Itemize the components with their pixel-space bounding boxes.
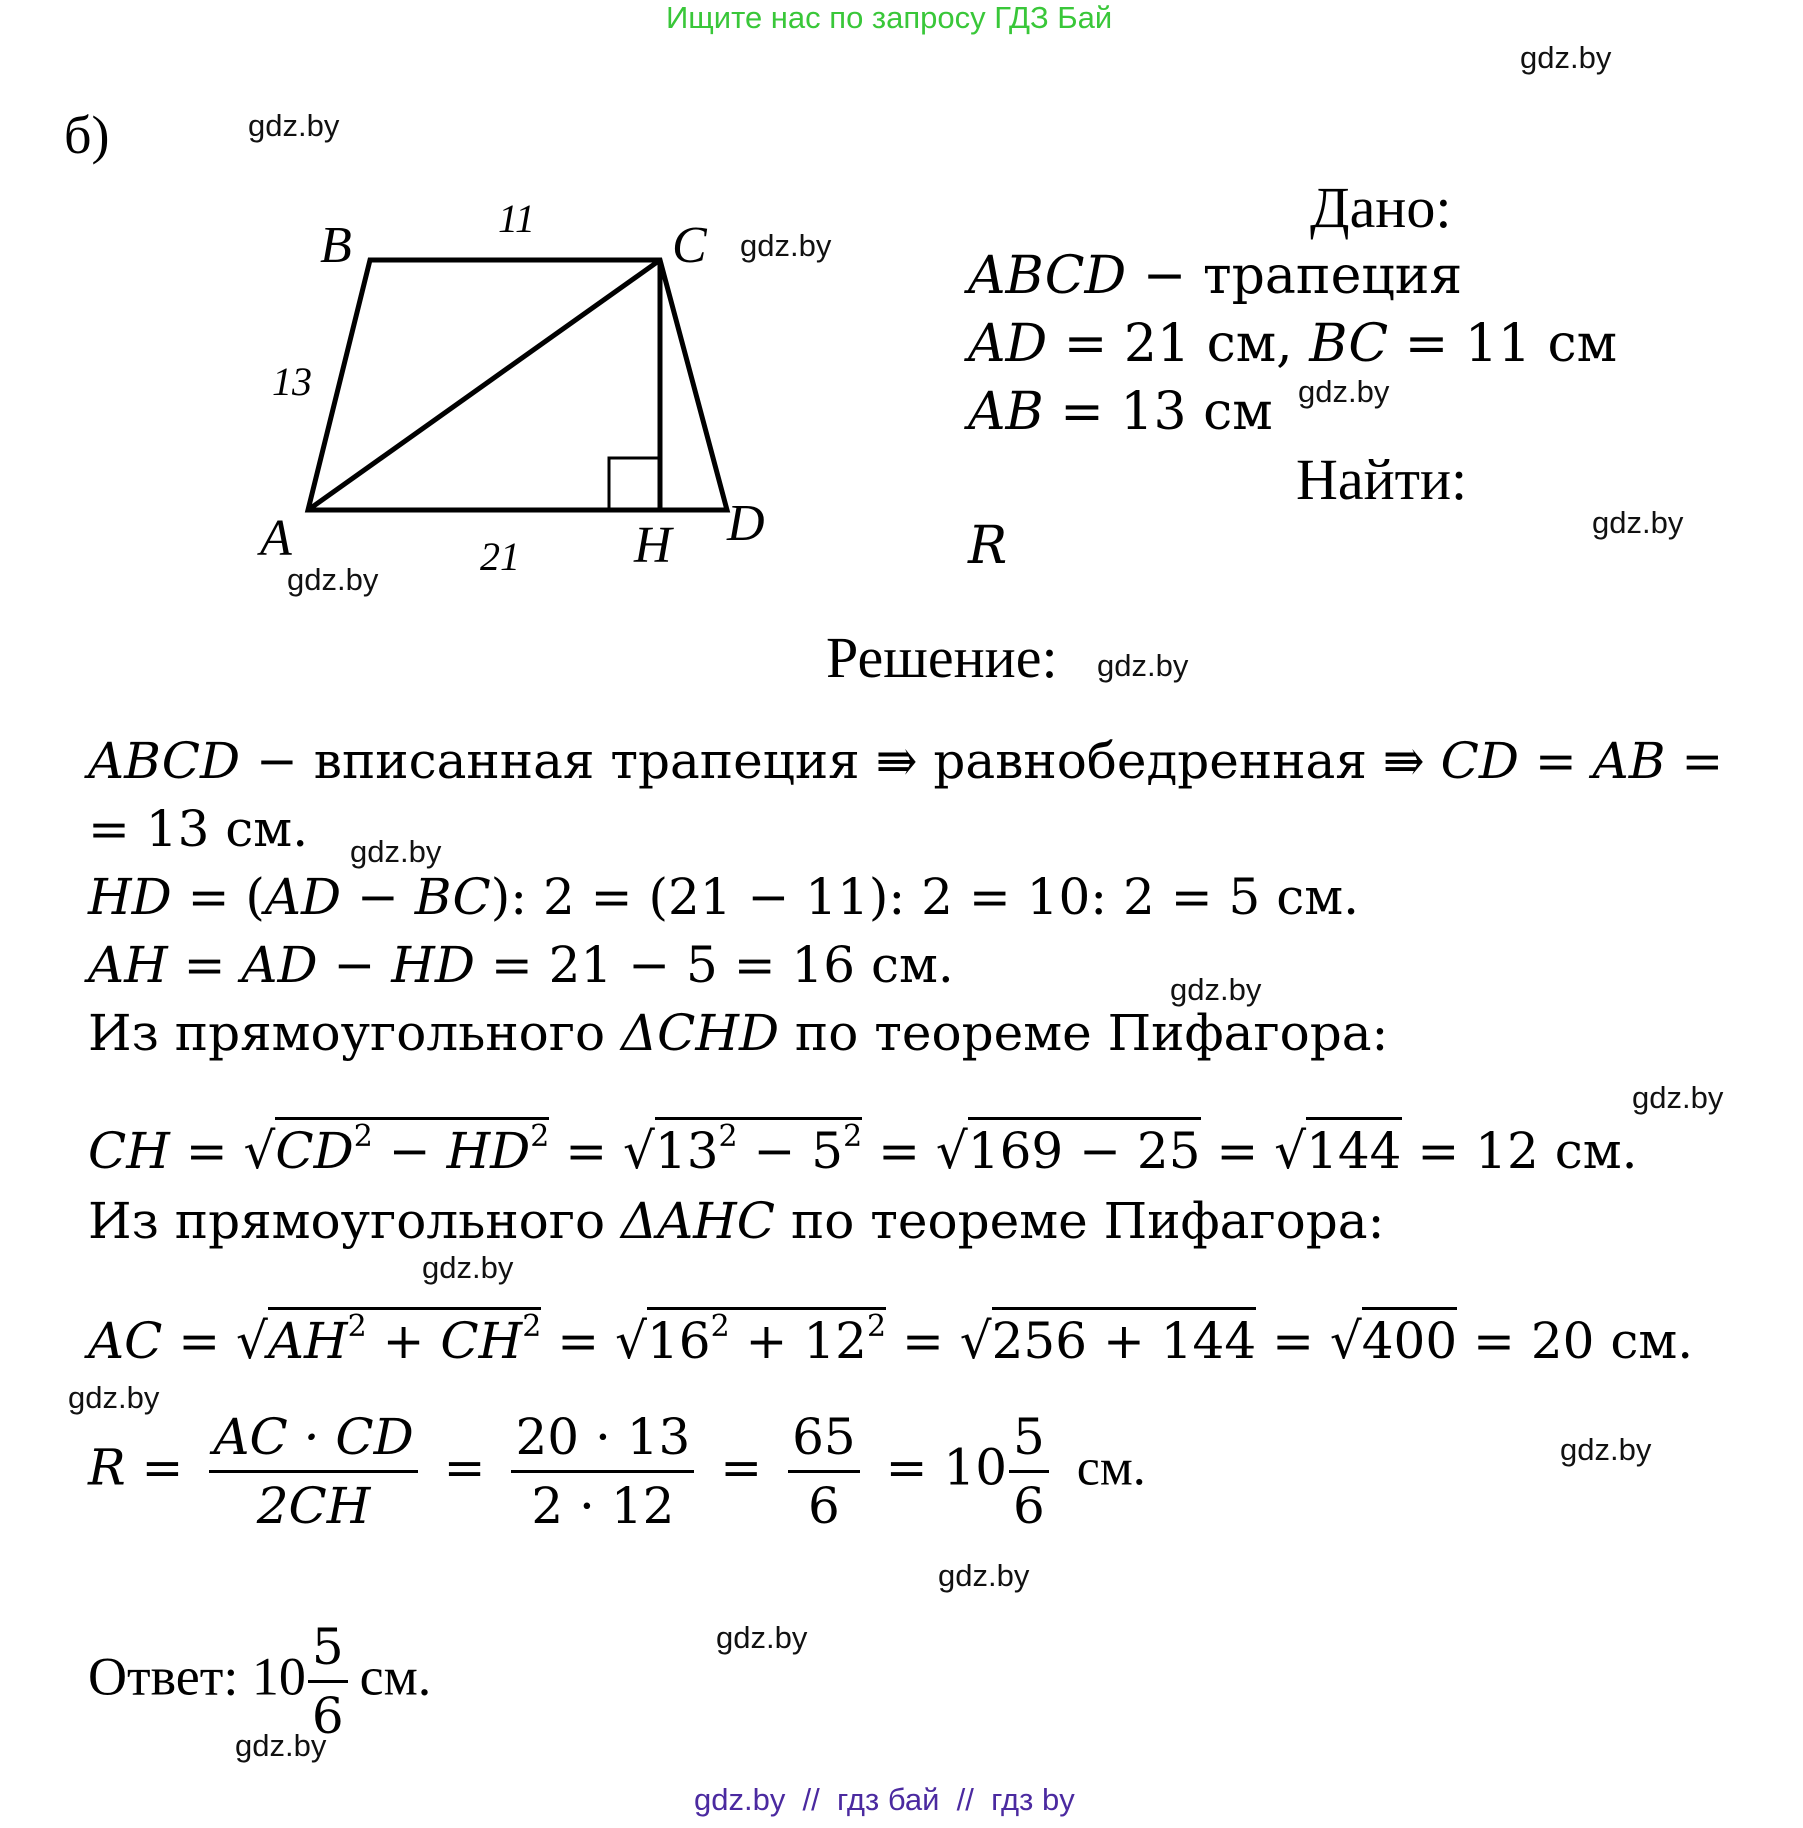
s5-radicand-1: $CD^2 - HD^2$ <box>275 1119 550 1180</box>
watermark: gdz.by <box>1520 40 1612 75</box>
fraction-3: $\frac{65}{6}$ <box>788 1408 860 1535</box>
given-heading: Дано: <box>1310 175 1452 240</box>
answer-fraction: $\frac{5}{6}$ <box>308 1618 348 1745</box>
s2-b: = ( <box>171 868 265 926</box>
s2-a: HD <box>88 868 172 926</box>
s7-d: = √ <box>541 1312 647 1370</box>
find-value: R <box>968 516 1008 576</box>
r-whole: 10 <box>943 1438 1008 1497</box>
top-banner[interactable]: Ищите нас по запросу ГДЗ Бай <box>666 0 1113 35</box>
watermark: gdz.by <box>938 1558 1030 1593</box>
solution-line-7 <box>88 1309 1694 1370</box>
answer <box>88 1618 431 1745</box>
given-line-1 <box>968 246 1462 306</box>
s7-a: AC <box>88 1312 163 1370</box>
given-line-1-text: − трапеция <box>1142 246 1463 306</box>
s5-a: CH <box>88 1122 170 1180</box>
s2-f: ): 2 = (21 − 11): 2 = 10: 2 = 5 см. <box>490 868 1359 926</box>
fraction-4: $\frac{5}{6}$ <box>1009 1408 1049 1535</box>
given-line-3-a: AB <box>968 382 1044 442</box>
given-line-2-b: = 21 см, <box>1063 314 1293 374</box>
solution-line-1 <box>88 732 1723 790</box>
given-line-3-b: = 13 см <box>1060 382 1273 442</box>
fraction-1: $\frac{AC \cdot CD}{2CH}$ <box>209 1408 417 1535</box>
footer-links[interactable]: gdz.by // гдз бай // гдз by <box>694 1782 1075 1817</box>
label-d: D <box>727 495 765 552</box>
watermark: gdz.by <box>235 1728 327 1763</box>
solution-line-1-cont: = 13 см. <box>88 800 309 858</box>
watermark: gdz.by <box>1632 1080 1724 1115</box>
s2-e: BC <box>414 868 491 926</box>
watermark: gdz.by <box>1170 972 1262 1007</box>
solution-line-5 <box>88 1119 1638 1180</box>
right-angle-mark <box>609 458 660 510</box>
s7-b: = √ <box>162 1312 268 1370</box>
s1-d: = <box>1518 732 1593 790</box>
s3-c: AD <box>241 936 318 994</box>
s7-j: = 20 см. <box>1457 1312 1694 1370</box>
s6-a: Из прямоугольного <box>88 1192 621 1250</box>
s3-f: = 21 − 5 = 16 см. <box>475 936 954 994</box>
r-formula: R = $\frac{AC \cdot CD}{2CH}$ = $\frac{20 \cdot 13}{2 \cdot 12}$ = $\frac{65}{6}$ = 10 $\frac{5}{6}$ см. <box>88 1408 1146 1535</box>
watermark: gdz.by <box>350 834 442 869</box>
s5-j: = 12 см. <box>1401 1122 1638 1180</box>
solution-line-3 <box>88 936 954 994</box>
watermark: gdz.by <box>1592 505 1684 540</box>
s5-radicand-2: $13^2 - 5^2$ <box>654 1119 863 1180</box>
given-line-2-d: = 11 см <box>1404 314 1618 374</box>
solution-heading: Решение: <box>826 625 1058 690</box>
s7-radicand-3: 256 + 144 <box>992 1307 1257 1370</box>
find-heading: Найти: <box>1296 447 1468 512</box>
label-side-ad: 21 <box>480 534 520 579</box>
given-line-3 <box>968 382 1273 442</box>
s3-d: − <box>317 936 392 994</box>
solution-line-2 <box>88 868 1359 926</box>
s7-radicand-1: $AH^2 + CH^2$ <box>267 1309 542 1370</box>
s1-e: AB <box>1592 732 1666 790</box>
s7-radicand-2: $16^2 + 12^2$ <box>646 1309 887 1370</box>
trapezoid-outline <box>308 260 727 510</box>
s5-radicand-3: 169 − 25 <box>968 1117 1201 1180</box>
trapezoid-diagram <box>240 180 800 600</box>
s4-b: ΔCHD <box>620 1004 780 1062</box>
label-h: H <box>634 517 672 574</box>
given-line-2-c: BC <box>1309 314 1389 374</box>
r-unit: см. <box>1076 1439 1146 1497</box>
watermark: gdz.by <box>716 1620 808 1655</box>
watermark: gdz.by <box>1097 648 1189 683</box>
s3-b: = <box>167 936 242 994</box>
given-line-2-a: AD <box>968 314 1048 374</box>
r-var: R <box>88 1438 126 1497</box>
label-a: A <box>260 510 292 567</box>
answer-unit: см. <box>359 1646 432 1707</box>
s3-e: HD <box>391 936 475 994</box>
label-side-bc: 11 <box>498 196 536 241</box>
label-c: C <box>672 217 707 274</box>
watermark: gdz.by <box>422 1250 514 1285</box>
s2-c: AD <box>264 868 342 926</box>
s1-c: CD <box>1440 732 1519 790</box>
solution-line-6 <box>88 1192 1384 1250</box>
s6-c: по теореме Пифагора: <box>775 1192 1385 1250</box>
given-line-1-var: ABCD <box>968 246 1127 306</box>
s7-h: = √ <box>1256 1312 1362 1370</box>
s5-d: = √ <box>549 1122 655 1180</box>
watermark: gdz.by <box>248 108 340 143</box>
s6-b: ΔAHC <box>620 1192 776 1250</box>
watermark: gdz.by <box>740 228 832 263</box>
s5-b: = √ <box>169 1122 276 1180</box>
s4-c: по теореме Пифагора: <box>779 1004 1389 1062</box>
watermark: gdz.by <box>1298 374 1390 409</box>
s3-a: AH <box>88 936 168 994</box>
s5-f: = √ <box>862 1122 968 1180</box>
solution-line-4 <box>88 1004 1388 1062</box>
given-line-2 <box>968 314 1617 374</box>
label-side-ab: 13 <box>272 359 312 404</box>
watermark: gdz.by <box>287 562 379 597</box>
watermark: gdz.by <box>68 1380 160 1415</box>
s1-b: − вписанная трапеция ⇛ равнобедренная ⇛ <box>240 732 1441 790</box>
s5-h: = √ <box>1200 1122 1307 1180</box>
s7-f: = √ <box>886 1312 992 1370</box>
part-label: б) <box>64 105 110 165</box>
s1-a: ABCD <box>88 732 241 790</box>
fraction-2: $\frac{20 \cdot 13}{2 \cdot 12}$ <box>511 1408 694 1535</box>
s4-a: Из прямоугольного <box>88 1004 621 1062</box>
s1-f: = <box>1665 732 1724 790</box>
label-b: B <box>320 217 352 274</box>
answer-label: Ответ: 10 <box>88 1646 306 1707</box>
s2-d: − <box>341 868 415 926</box>
watermark: gdz.by <box>1560 1432 1652 1467</box>
s5-radicand-4: 144 <box>1306 1117 1401 1180</box>
s7-radicand-4: 400 <box>1362 1307 1457 1370</box>
